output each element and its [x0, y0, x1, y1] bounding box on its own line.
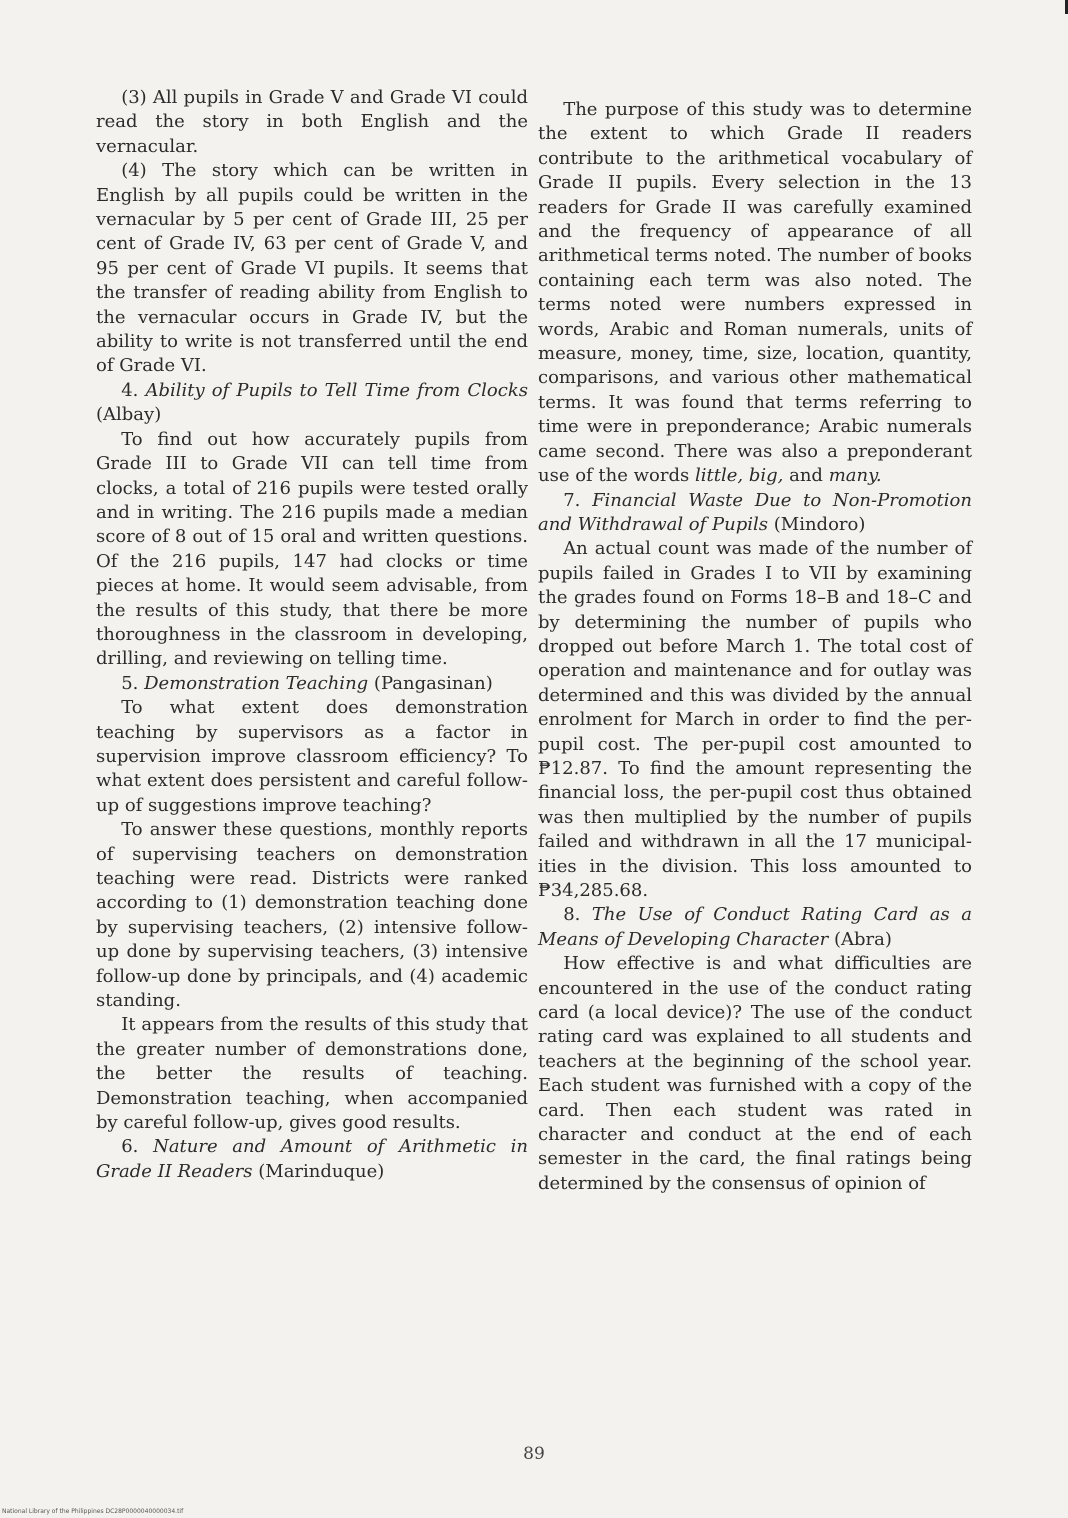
- section-location: (Pangasinan): [373, 672, 493, 694]
- section-location: (Albay): [96, 404, 162, 426]
- section-title: Nature and Amount of Arithmetic in Grade II Readers: [96, 1136, 528, 1182]
- paragraph-text: The purpose of this study was to determine the extent to which Grade II readers contribute to the arithmetical vocabulary of Grade II pupils. Every selection in the 13 readers for Grade II was carefully examined and the frequency of appearance of all arithmetical terms noted. The number of books containing each term was also noted. The terms noted were numbers expressed in words, Arabic and Roman numerals, units of measure, money, time, size, location, quantity, comparisons, and various other mathematical terms. It was found that terms referring to time were in preponderance; Arabic numerals came second. There was also a preponderant use of the words: [538, 99, 972, 487]
- paragraph: (3) All pupils in Grade V and Grade VI could read the story in both English and the vernacular.: [96, 87, 528, 157]
- section-location: (Mindoro): [773, 513, 866, 535]
- section-heading-5: [96, 672, 528, 696]
- section-location: (Abra): [833, 928, 892, 950]
- paragraph: (4) The story which can be written in English by all pupils could be written in the vernacular by 5 per cent of Grade III, 25 per cent of Grade IV, 63 per cent of Grade V, and 95 per cent of Grade VI pupils. It seems that the transfer of reading ability from English to the vernacular occurs in Grade IV, but the ability to write is not transferred until the end of Grade VI.: [96, 160, 528, 377]
- section-heading-6: [96, 1135, 528, 1184]
- scan-credit: National Library of the Philippines DC28P0000040000034.tif: [2, 1508, 184, 1515]
- section-title: Ability of Pupils to Tell Time from Clocks: [145, 379, 528, 401]
- paragraph: It appears from the results of this study that the greater number of demonstrations done, the better the results of teaching. Demonstration teaching, when accompanied by careful follow-up, gives good results.: [96, 1014, 528, 1134]
- section-title: Financial Waste Due to Non-Promotion and Withdrawal of Pupils: [538, 489, 972, 535]
- right-column: [538, 98, 972, 1196]
- page-number: 89: [523, 1444, 545, 1464]
- section-number: 8.: [563, 904, 581, 926]
- paragraph: To find out how accurately pupils from Grade III to Grade VII can tell time from clocks, a total of 216 pupils were tested orally and in writing. The 216 pupils made a median score of 8 out of 15 oral and written questions. Of the 216 pupils, 147 had clocks or time pieces at home. It would seem advisable, from the results of this study, that there be more thoroughness in the classroom in developing, drilling, and reviewing on telling time.: [96, 428, 528, 670]
- section-title: The Use of Conduct Rating Card as a Means of Developing Character: [538, 904, 972, 950]
- paragraph: To what extent does demonstration teaching by supervisors as a factor in supervision improve classroom efficiency? To what extent does persistent and careful follow-up of suggestions improve teaching?: [96, 697, 528, 816]
- section-number: 4.: [121, 379, 139, 401]
- section-number: 5.: [121, 672, 139, 694]
- paragraph: An actual count was made of the number of pupils failed in Grades I to VII by examining the grades found on Forms 18–B and 18–C and by determining the number of pupils who dropped out before March 1. The total cost of operation and maintenance and for outlay was determined and this was divided by the annual enrolment for March in order to find the per-pupil cost. The per-pupil cost amounted to ₱12.87. To find the amount representing the financial loss, the per-pupil cost thus obtained was then multiplied by the number of pupils failed and withdrawn in all the 17 municipalities in the division. This loss amounted to ₱34,285.68.: [538, 538, 972, 901]
- section-heading-8: [538, 903, 972, 952]
- section-heading-7: [538, 489, 972, 538]
- emphasis-word: little,: [694, 465, 744, 487]
- paragraph: To answer these questions, monthly reports of supervising teachers on demonstration teaching were read. Districts were ranked according to (1) demonstration teaching done by supervising teachers, (2) intensive follow-up done by supervising teachers, (3) intensive follow-up done by principals, and (4) academic standing.: [96, 819, 528, 1012]
- section-title: Demonstration Teaching: [144, 672, 369, 694]
- left-column: [96, 86, 528, 1184]
- section-location: (Marinduque): [258, 1160, 385, 1182]
- conjunction: and: [789, 465, 823, 487]
- section-number: 7.: [563, 489, 581, 511]
- emphasis-word: big,: [748, 465, 784, 487]
- section-heading-4: [96, 379, 528, 428]
- paragraph: [538, 98, 972, 489]
- section-number: 6.: [121, 1136, 139, 1158]
- emphasis-word: many.: [828, 465, 882, 487]
- paragraph: How effective is and what difficulties are encountered in the use of the conduct rating card (a local device)? The use of the conduct rating card was explained to all students and teachers at the beginning of the school year. Each student was furnished with a copy of the card. Then each student was rated in character and conduct at the end of each semester in the card, the final ratings being determined by the consensus of opinion of: [538, 953, 972, 1194]
